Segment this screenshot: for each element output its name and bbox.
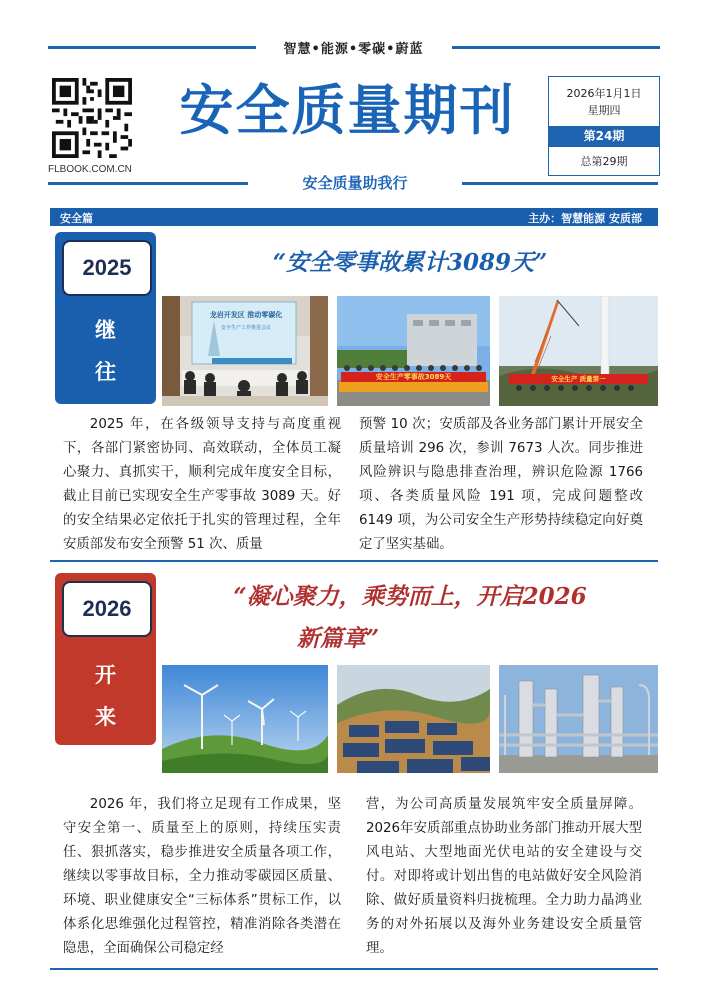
issue-total-number: 总第29期 — [580, 155, 628, 168]
solar-station-photo — [337, 665, 490, 773]
side-char-2: 往 — [95, 359, 116, 384]
side-char-3: 开 — [95, 662, 116, 687]
section-label: 安全篇 — [60, 212, 93, 225]
subtitle-rule-right — [462, 182, 658, 185]
issue-number: 第24期 — [549, 126, 659, 147]
slogan: 智慧•能源•零碳•蔚蓝 — [283, 42, 424, 57]
journal-subtitle: 安全质量助我行 — [302, 174, 408, 192]
section-divider — [50, 560, 658, 562]
year-block-2026 — [55, 573, 156, 745]
side-char-4: 来 — [95, 704, 116, 729]
meeting-banner-text: 龙岩开发区 推动零碳化 — [209, 311, 283, 319]
construction-banner-text: 安全生产 质量第一 — [551, 375, 606, 383]
past-paragraph-left: 2025 年，在各级领导支持与高度重视下，各部门紧密协同、高效联动，全体员工凝心聚力、真抓实干，顺利完成年度安全目标，截止目前已实现安全生产零事故 3089 天。好的安全结果必定依托于扎实的管理过程，全年安质部发布安全预警 51 次、质量 — [63, 417, 341, 552]
qr-site-label: FLBOOK.COM.CN — [48, 164, 132, 175]
future-paragraph-right: 营，为公司高质量发展筑牢安全质量屏障。2026年安质部重点协助业务部门推动开展大型风电站、大型地面光伏电站的安全建设与交付。对即将或计划出售的电站做好安全风险消除、做好质量资料归拢梳理。全力助力晶鸿业务的对外拓展以及海外业务建设安全质量管理。 — [366, 797, 642, 956]
construction-photo — [499, 296, 658, 406]
meeting-photo — [162, 296, 328, 406]
industrial-plant-photo — [499, 665, 658, 773]
issue-date: 2026年1月1日 — [566, 87, 642, 100]
section-organizer: 主办：智慧能源 安质部 — [528, 212, 642, 225]
past-quote: “安全零事故累计3089天” — [272, 249, 548, 276]
top-rule-right — [452, 46, 660, 49]
subtitle-rule-left — [48, 182, 248, 185]
group-banner-photo — [337, 296, 490, 406]
future-quote-line-1: “凝心聚力，乘势而上，开启2026 — [233, 583, 587, 610]
meeting-banner-subtext: 安全生产工作推进会议 — [220, 325, 271, 331]
issue-weekday: 星期四 — [587, 104, 621, 117]
issue-info-box — [548, 76, 660, 176]
qr-code-icon — [52, 78, 132, 158]
future-paragraph-left: 2026 年，我们将立足现有工作成果，坚守安全第一、质量至上的原则，持续压实责任、狠抓落实，稳步推进安全质量各项工作，继续以零事故目标，全力推动零碳园区质量、环境、职业健康安全“三标体系”贯标工作，以体系化思维强化过程管控，精准消除各类潜在隐患，全面确保公司稳定经 — [63, 797, 341, 956]
side-char-1: 继 — [95, 317, 116, 342]
past-paragraph-right: 预警 10 次；安质部及各业务部门累计开展安全质量培训 296 次，参训 7673 人次。同步推进风险辨识与隐患排查治理，辨识危险源 1766 项、各类质量风险 191 项，完成问题整改 6149 项，为公司安全生产形势持续稳定向好奠定了坚实基础。 — [359, 417, 643, 552]
year-label-2026: 2026 — [62, 581, 152, 637]
year-label-2025: 2025 — [62, 240, 152, 296]
section-bar — [50, 208, 658, 226]
year-block-2025 — [55, 232, 156, 404]
wind-farm-photo — [162, 665, 328, 773]
bottom-rule — [50, 968, 658, 970]
group-banner-text: 安全生产零事故3089天 — [375, 373, 452, 381]
future-quote-line-2: 新篇章” — [296, 625, 380, 652]
journal-title: 安全质量期刊 — [179, 79, 516, 142]
